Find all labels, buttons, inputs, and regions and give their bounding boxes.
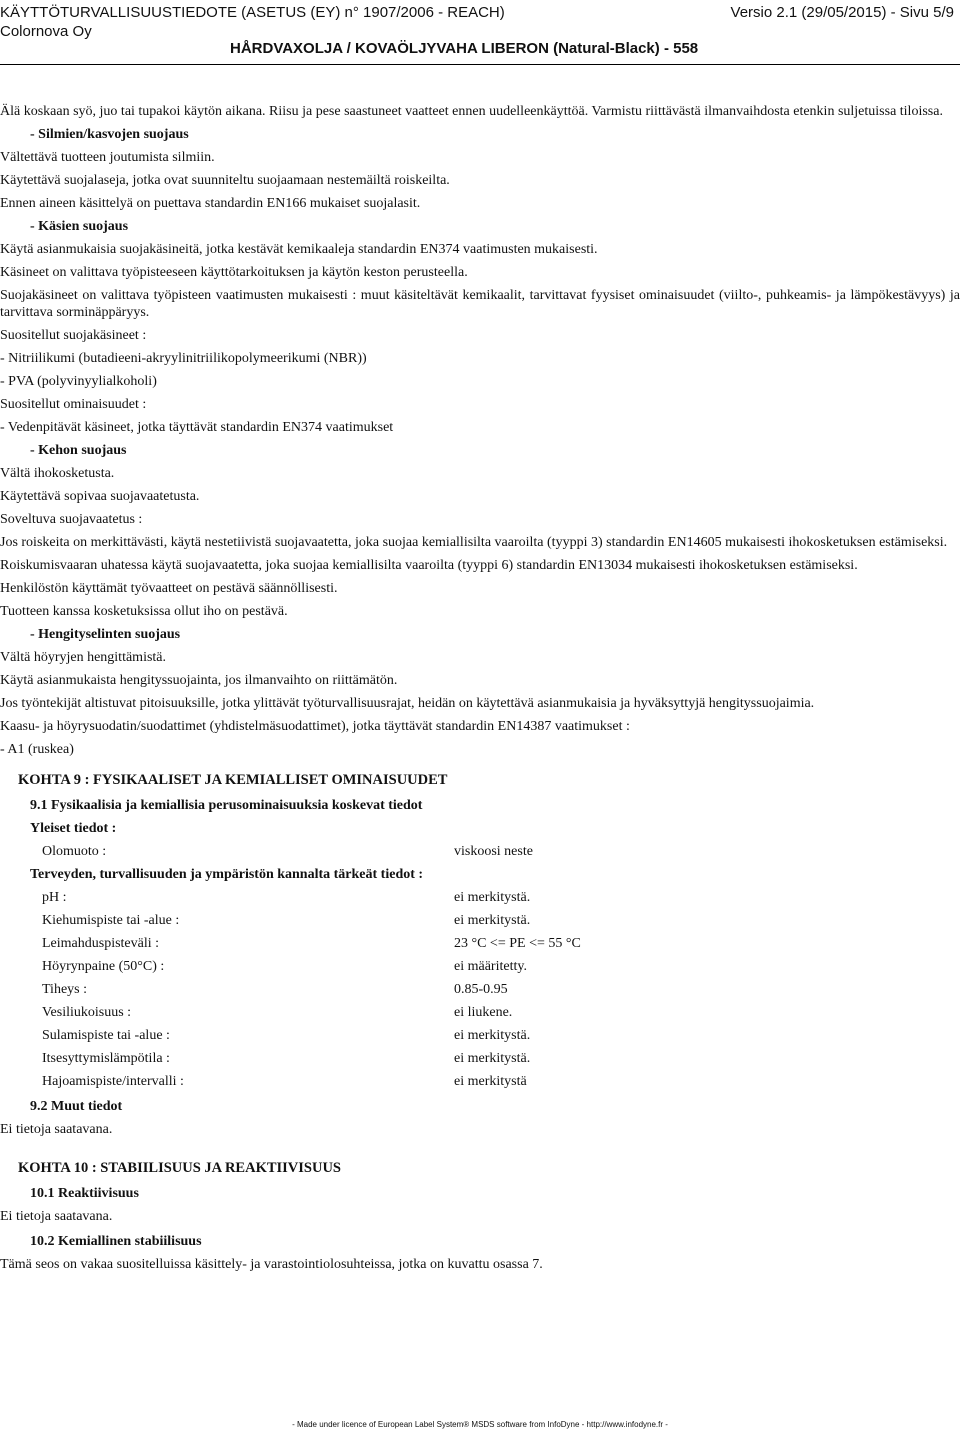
property-value: 23 °C <= PE <= 55 °C [454,936,581,951]
eye-line: Vältettävä tuotteen joutumista silmiin. [0,150,215,165]
document-type: KÄYTTÖTURVALLISUUSTIEDOTE (ASETUS (EY) n° 1907/2006 - REACH) [0,4,505,21]
property-row [42,843,960,860]
property-label: pH : [42,890,67,905]
property-label: Itsesyttymislämpötila : [42,1051,170,1066]
hand-protection-heading: - Käsien suojaus [30,219,129,234]
property-row [42,912,960,929]
resp-line: Vältä höyryjen hengittämistä. [0,650,167,665]
document-body [0,103,960,1279]
product-title: HÅRDVAXOLJA / KOVAÖLJYVAHA LIBERON (Natural-Black) - 558 [230,40,699,57]
version-page: Versio 2.1 (29/05/2015) - Sivu 5/9 [730,4,954,21]
header-divider [0,64,960,65]
resp-line: Käytä asianmukaista hengityssuojainta, jos ilmanvaihto on riittämätön. [0,673,398,688]
body-line: Roiskumisvaaran uhatessa käytä suojavaatetta, joka suojaa kemiallisilta vaaroilta (tyyppi 6) standardin EN13034 mukaisesti ihokosketuksen estämiseksi. [0,558,858,573]
property-row [42,1004,960,1021]
property-label: Leimahduspisteväli : [42,936,160,951]
body-line: Vältä ihokosketusta. [0,466,115,481]
eye-line: Käytettävä suojalaseja, jotka ovat suunniteltu suojaamaan nestemäiltä roiskeilta. [0,173,450,188]
section-10-heading: KOHTA 10 : STABIILISUUS JA REAKTIIVISUUS [18,1160,341,1176]
property-row [42,889,960,906]
health-safety-heading: Terveyden, turvallisuuden ja ympäristön kannalta tärkeät tiedot : [30,867,424,882]
property-row [42,1073,960,1090]
body-line: Soveltuva suojavaatetus : [0,512,143,527]
hand-line: Suositellut suojakäsineet : [0,328,147,343]
body-line: Tuotteen kanssa kosketuksissa ollut iho on pestävä. [0,604,288,619]
subsection-9-1-heading: 9.1 Fysikaalisia ja kemiallisia perusominaisuuksia koskevat tiedot [30,798,423,813]
subsection-9-2-heading: 9.2 Muut tiedot [30,1099,123,1114]
property-value: ei merkitystä. [454,913,531,928]
property-label: Sulamispiste tai -alue : [42,1028,170,1043]
hand-line: Suositellut ominaisuudet : [0,397,147,412]
property-row [42,935,960,952]
hand-line: Käytä asianmukaisia suojakäsineitä, jotka kestävät kemikaaleja standardin EN374 vaatimusten mukaisesti. [0,242,598,257]
property-row [42,958,960,975]
page-footer: - Made under licence of European Label System® MSDS software from InfoDyne - http://www.infodyne.fr - [292,1420,668,1429]
property-value: ei merkitystä [454,1074,527,1089]
property-value: viskoosi neste [454,844,533,859]
eye-line: Ennen aineen käsittelyä on puettava standardin EN166 mukaiset suojalasit. [0,196,421,211]
property-value: 0.85-0.95 [454,982,508,997]
hand-line: - Vedenpitävät käsineet, jotka täyttävät standardin EN374 vaatimukset [0,420,394,435]
respiratory-protection-heading: - Hengityselinten suojaus [30,627,181,642]
resp-line: Kaasu- ja höyrysuodatin/suodattimet (yhdistelmäsuodattimet), jotka täyttävät standardin EN14387 vaatimukset : [0,719,630,734]
subsection-10-1-heading: 10.1 Reaktiivisuus [30,1186,139,1201]
subsection-10-2-text: Tämä seos on vakaa suositelluissa käsittely- ja varastointiolosuhteissa, jotka on kuvattu osassa 7. [0,1257,543,1272]
property-value: ei merkitystä. [454,890,531,905]
subsection-10-2-heading: 10.2 Kemiallinen stabiilisuus [30,1234,202,1249]
property-value: ei merkitystä. [454,1028,531,1043]
property-label: Tiheys : [42,982,88,997]
property-label: Kiehumispiste tai -alue : [42,913,180,928]
intro-paragraph: Älä koskaan syö, juo tai tupakoi käytön aikana. Riisu ja pese saastuneet vaatteet ennen uudelleenkäyttöä. Varmistu riittävästä ilmanvaihdosta etenkin suljetuissa tiloissa. [0,104,943,119]
property-row [42,1050,960,1067]
hand-line: - Nitriilikumi (butadieeni-akryylinitriilikopolymeerikumi (NBR)) [0,351,367,366]
general-info-heading: Yleiset tiedot : [30,821,117,836]
property-label: Vesiliukoisuus : [42,1005,132,1020]
hand-line: Suojakäsineet on valittava työpisteen vaatimusten mukaisesti : muut käsiteltävät kemikaalit, tarvittavat fyysiset ominaisuudet (viilto-, puhkeamis- ja lämpökestävyys) ja tarvittava sorminäppäryys. [0,288,960,320]
body-line: Jos roiskeita on merkittävästi, käytä nestetiivistä suojavaatetta, joka suojaa kemiallisilta vaaroilta (tyyppi 3) standardin EN14605 mukaisesti ihokosketuksen estämiseksi. [0,535,948,550]
resp-line: Jos työntekijät altistuvat pitoisuuksille, jotka ylittävät työturvallisuusrajat, heidän on käytettävä asianmukaisia ja hyväksyttyjä hengityssuojaimia. [0,696,815,711]
eye-protection-heading: - Silmien/kasvojen suojaus [30,127,189,142]
property-label: Olomuoto : [42,844,107,859]
property-value: ei liukene. [454,1005,513,1020]
body-line: Käytettävä sopivaa suojavaatetusta. [0,489,200,504]
property-value: ei merkitystä. [454,1051,531,1066]
company-name: Colornova Oy [0,23,92,40]
property-row [42,1027,960,1044]
property-label: Hajoamispiste/intervalli : [42,1074,184,1089]
body-line: Henkilöstön käyttämät työvaatteet on pestävä säännöllisesti. [0,581,338,596]
subsection-10-1-text: Ei tietoja saatavana. [0,1209,113,1224]
property-label: Höyrynpaine (50°C) : [42,959,165,974]
hand-line: Käsineet on valittava työpisteeseen käyttötarkoituksen ja käytön keston perusteella. [0,265,468,280]
property-value: ei määritetty. [454,959,527,974]
section-9-heading: KOHTA 9 : FYSIKAALISET JA KEMIALLISET OMINAISUUDET [18,772,448,788]
resp-line: - A1 (ruskea) [0,742,74,757]
property-row [42,981,960,998]
body-protection-heading: - Kehon suojaus [30,443,127,458]
hand-line: - PVA (polyvinyylialkoholi) [0,374,157,389]
subsection-9-2-text: Ei tietoja saatavana. [0,1122,113,1137]
